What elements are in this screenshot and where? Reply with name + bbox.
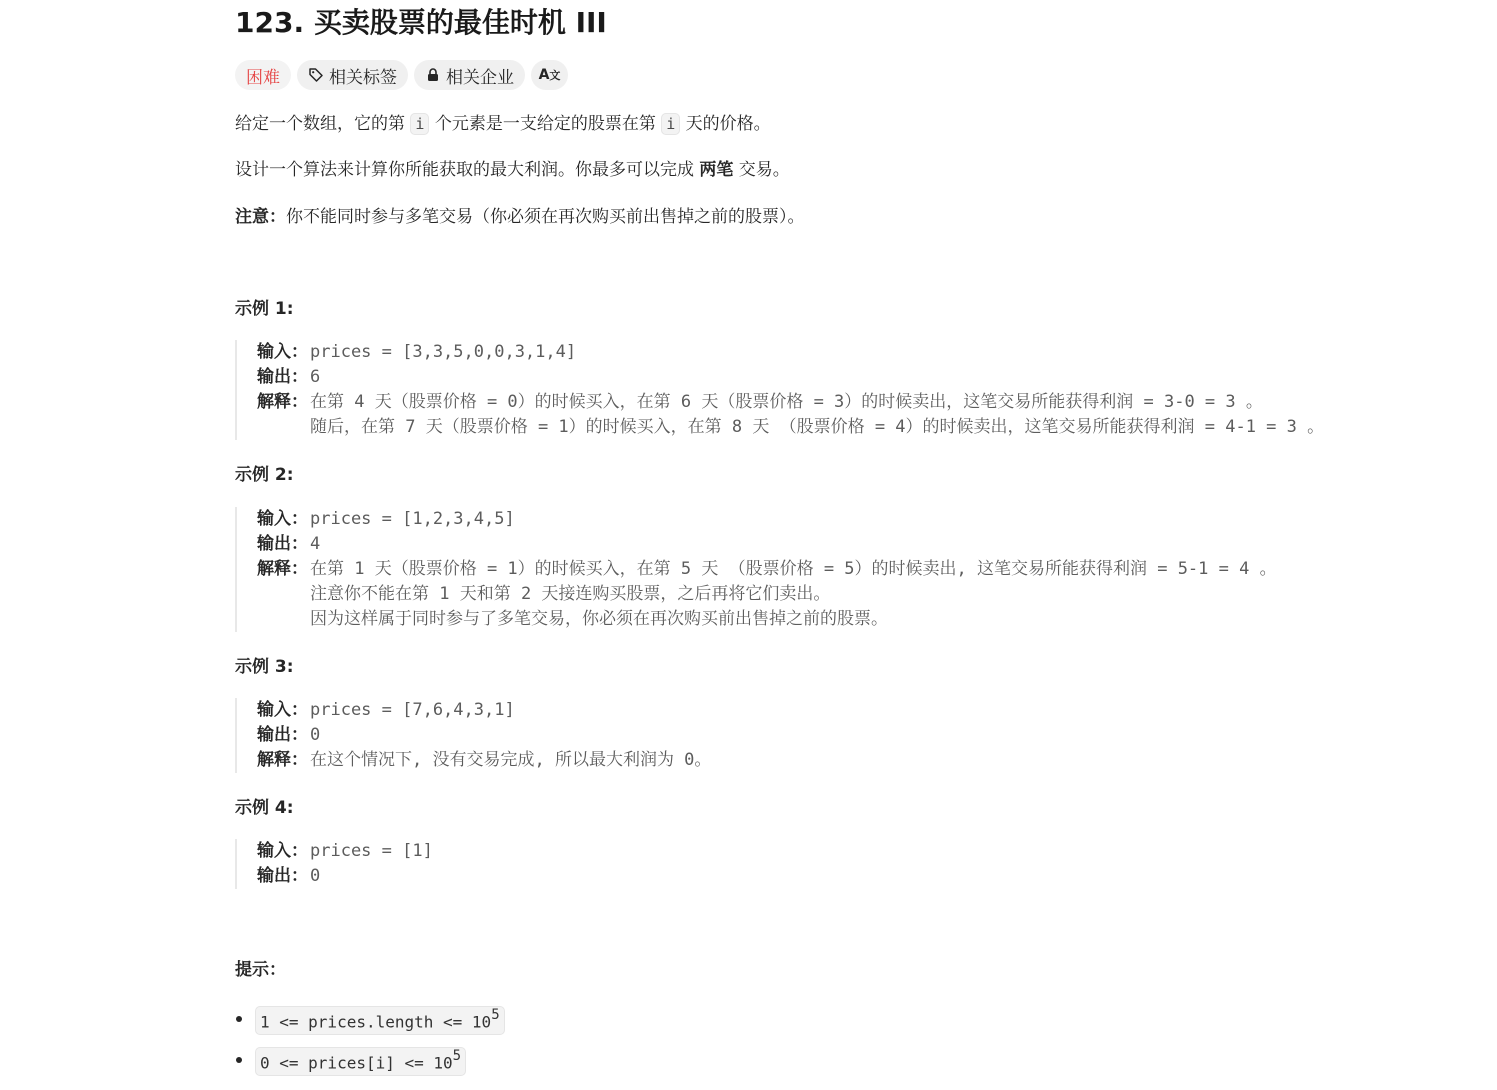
- example-explanation: 在第 1 天（股票价格 = 1）的时候买入，在第 5 天 （股票价格 = 5）的时候卖出, 这笔交易所能获得利润 = 5-1 = 4 。: [310, 559, 1277, 579]
- related-companies-button[interactable]: [414, 60, 525, 90]
- output-label: 输出：: [257, 725, 308, 745]
- bullet-icon: [236, 1016, 242, 1022]
- output-label: 输出：: [257, 534, 308, 554]
- related-tags-label: 相关标签: [329, 67, 397, 88]
- explain-label: 解释：: [257, 392, 308, 412]
- example-4-title: 示例 4:: [235, 798, 294, 818]
- translate-icon: A文: [538, 67, 561, 83]
- difficulty-badge: [235, 60, 291, 90]
- bold-text: 两笔: [699, 160, 734, 180]
- example-explanation: 在第 4 天（股票价格 = 0）的时候买入，在第 6 天（股票价格 = 3）的时候卖出，这笔交易所能获得利润 = 3-0 = 3 。: [310, 392, 1263, 412]
- tag-row: [235, 60, 568, 90]
- example-explanation: 因为这样属于同时参与了多笔交易，你必须在再次购买前出售掉之前的股票。: [310, 609, 888, 629]
- output-label: 输出：: [257, 866, 308, 886]
- note-label: 注意：: [235, 207, 286, 227]
- lock-icon: [425, 67, 441, 83]
- input-label: 输入：: [257, 841, 308, 861]
- description-note: 注意：你不能同时参与多笔交易（你必须在再次购买前出售掉之前的股票）。: [235, 207, 805, 227]
- constraint-code: 1 <= prices.length <= $10^5$: [255, 1006, 505, 1034]
- problem-title: 123. 买卖股票的最佳时机 III: [235, 6, 607, 39]
- constraints-title: 提示：: [235, 960, 286, 980]
- description-paragraph-1: 给定一个数组，它的第 i 个元素是一支给定的股票在第 i 天的价格。: [235, 114, 771, 134]
- example-input: prices = [7,6,4,3,1]: [310, 700, 515, 720]
- explain-label: 解释：: [257, 559, 308, 579]
- inline-code-i: i: [410, 113, 429, 135]
- example-4-block: [235, 839, 433, 889]
- example-output: 4: [310, 534, 321, 554]
- example-input: prices = [1]: [310, 841, 433, 861]
- example-2-title: 示例 2:: [235, 465, 294, 485]
- example-input: prices = [1,2,3,4,5]: [310, 509, 515, 529]
- translate-button[interactable]: [531, 60, 568, 90]
- example-2-block: [235, 507, 1277, 632]
- example-explanation: 随后，在第 7 天（股票价格 = 1）的时候买入，在第 8 天 （股票价格 = 4）的时候卖出，这笔交易所能获得利润 = 4-1 = 3 。: [310, 417, 1325, 437]
- example-output: 0: [310, 866, 321, 886]
- related-tags-button[interactable]: [297, 60, 408, 90]
- bullet-icon: [236, 1057, 242, 1063]
- inline-code-i: i: [661, 113, 680, 135]
- input-label: 输入：: [257, 509, 308, 529]
- example-1-title: 示例 1:: [235, 299, 294, 319]
- constraint-item: [235, 1000, 505, 1041]
- example-output: 6: [310, 367, 321, 387]
- input-label: 输入：: [257, 700, 308, 720]
- explain-label: 解释：: [257, 750, 308, 770]
- constraints-list: [235, 1000, 505, 1082]
- description-paragraph-2: 设计一个算法来计算你所能获取的最大利润。你最多可以完成 两笔 交易。: [235, 160, 790, 180]
- difficulty-label: 困难: [246, 67, 280, 88]
- example-3-title: 示例 3:: [235, 657, 294, 677]
- constraint-code: 0 <= prices[i] <= $10^5$: [255, 1047, 466, 1075]
- input-label: 输入：: [257, 342, 308, 362]
- example-3-block: [235, 698, 711, 773]
- output-label: 输出：: [257, 367, 308, 387]
- constraint-item: [235, 1041, 505, 1082]
- example-explanation: 在这个情况下, 没有交易完成, 所以最大利润为 0。: [310, 750, 712, 770]
- related-companies-label: 相关企业: [446, 67, 514, 88]
- example-explanation: 注意你不能在第 1 天和第 2 天接连购买股票，之后再将它们卖出。: [310, 584, 831, 604]
- tag-icon: [308, 67, 324, 83]
- example-1-block: [235, 340, 1324, 440]
- example-output: 0: [310, 725, 321, 745]
- example-input: prices = [3,3,5,0,0,3,1,4]: [310, 342, 577, 362]
